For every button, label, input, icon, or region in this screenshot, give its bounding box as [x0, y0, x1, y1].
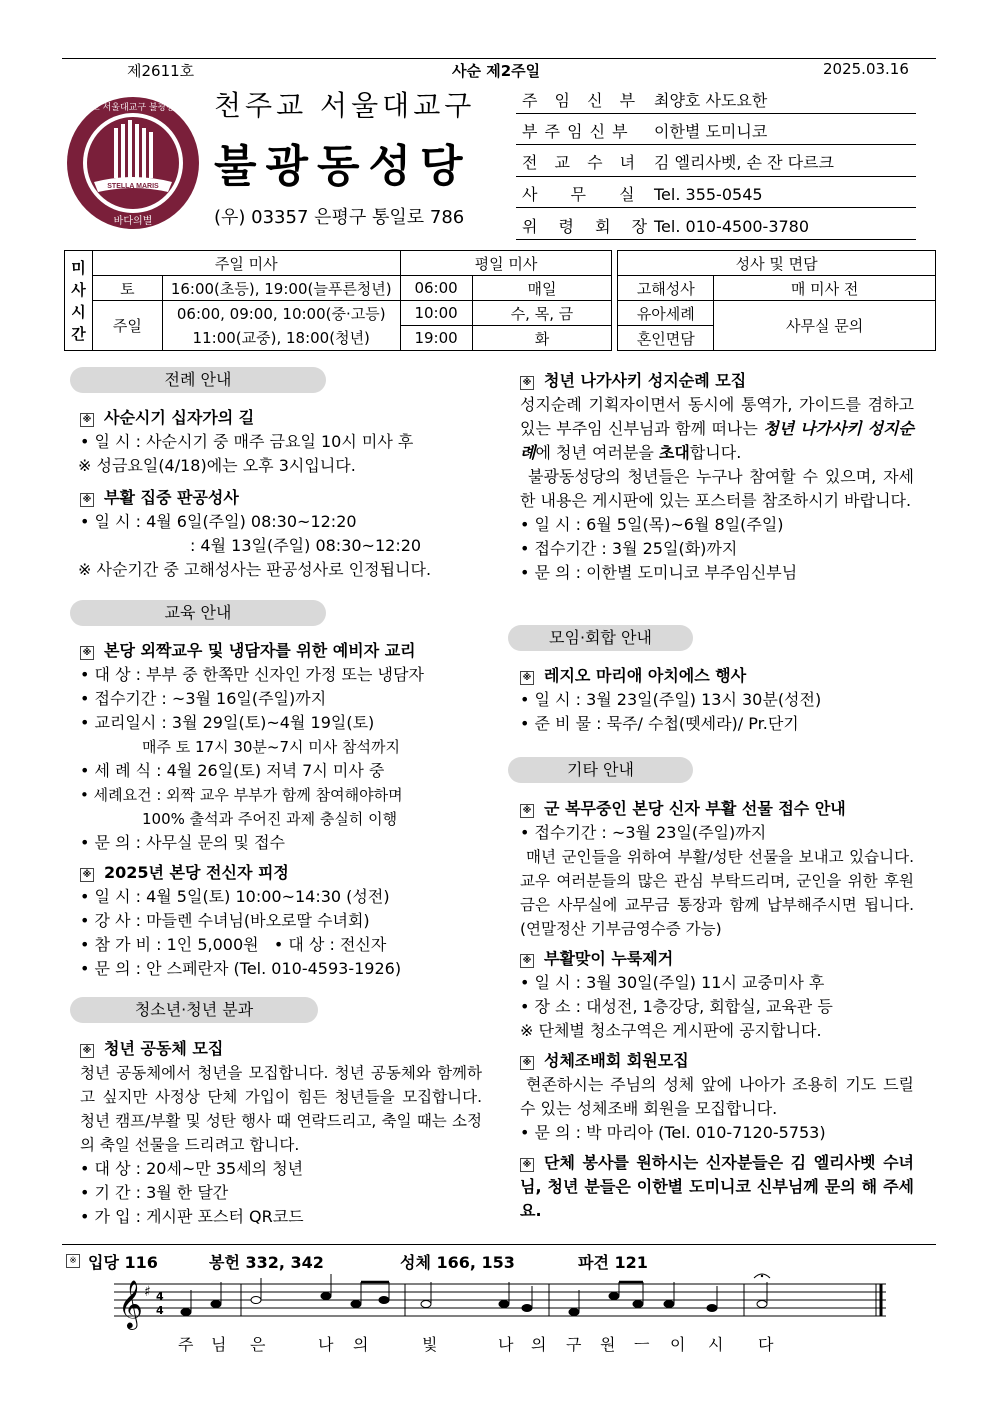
weekday-mass-header: 평일 미사 [400, 251, 612, 276]
section-pill-meeting: 모임·회합 안내 [508, 625, 693, 651]
notice-line: • 문 의 : 박 마리아 (Tel. 010-7120-5753) [520, 1123, 826, 1142]
notice-line: ※ 성금요일(4/18)에는 오후 3시입니다. [78, 456, 356, 475]
staff-divider [516, 239, 916, 240]
footer-rule [62, 1244, 936, 1245]
staff-row [522, 214, 809, 237]
notice-line: • 문 의 : 안 스페란자 (Tel. 010-4593-1926) [80, 959, 402, 978]
notice-line: • 준 비 물 : 묵주/ 수첩(뗏세라)/ Pr.단기 [520, 714, 799, 733]
lyric-syllable: 님 [211, 1335, 227, 1354]
sacrament-name: 혼인면담 [618, 326, 714, 351]
logo-top-text: 천주교 서울대교구 불광동성당 [73, 103, 193, 113]
sacrament-name: 고해성사 [618, 276, 714, 301]
notice-line: • 가 입 : 게시판 포스터 QR코드 [80, 1207, 304, 1226]
sunday-mass-header: 주일 미사 [92, 251, 400, 276]
staff-label: 전 교 수 녀 [522, 153, 642, 172]
sacrament-header: 성사 및 면담 [618, 251, 936, 276]
bullet-box-icon: ※ [520, 1158, 534, 1172]
staff-label: 사 무 실 [522, 185, 649, 204]
notice-line: • 대 상 : 20세~만 35세의 청년 [80, 1159, 304, 1178]
notice-line: • 세 례 식 : 4월 26일(토) 저녁 7시 미사 중 [80, 761, 385, 780]
notice-line: 100% 출석과 주어진 과제 충실히 이행 [80, 810, 398, 828]
notice-paragraph: 불광동성당의 청년들은 누구나 참여할 수 있으며, 자세한 내용은 게시판에 있는 포스터를 참조하시기 바랍니다. [520, 467, 914, 510]
notice-line: • 일 시 : 4월 6일(주일) 08:30~12:20 [80, 512, 357, 531]
parish-address: (우) 03357 은평구 통일로 786 [214, 207, 465, 228]
staff-row [522, 88, 767, 111]
staff-divider [516, 113, 916, 114]
bullet-box-icon: ※ [80, 493, 94, 507]
notice-paragraph: 성지순례 기획자이면서 동시에 통역가, 가이드를 겸하고 있는 부주임 신부님과 함께 떠나는 청년 나가사키 성지순례에 청년 여러분을 초대합니다. [520, 395, 914, 462]
liturgical-week: 사순 제2주일 [452, 62, 541, 80]
weekday-days: 매일 [472, 276, 612, 301]
music-staff-icon [104, 1272, 890, 1332]
notice-line: ※ 단체별 청소구역은 게시판에 공지합니다. [520, 1021, 822, 1040]
notice-line: • 일 시 : 4월 5일(토) 10:00~14:30 (성전) [80, 887, 390, 906]
notice-heading: ※ 성체조배회 회원모집 [520, 1049, 914, 1073]
notice-paragraph: 청년 공동체에서 청년을 모집합니다. 청년 공동체와 함께하고 싶지만 사정상 단체 가입이 힘든 청년들을 모집합니다. 청년 캠프/부활 및 성탄 행사 때 연락드리고, 축일 때는 소정의 축일 선물을 드리려고 합니다. [80, 1064, 482, 1154]
lyric-syllable: 의 [353, 1335, 369, 1354]
notice-heading: ※ 2025년 본당 전신자 피정 [80, 861, 485, 885]
weekday-time: 10:00 [400, 301, 472, 326]
staff-row [522, 119, 767, 142]
notice-line: • 강 사 : 마들렌 수녀님(바오로딸 수녀회) [80, 911, 370, 930]
bullet-box-icon: ※ [520, 1056, 534, 1070]
notice-heading: ※ 군 복무중인 본당 신자 부활 선물 접수 안내 [520, 797, 914, 821]
bullet-box-icon: ※ [520, 671, 534, 685]
notice-heading: ※ 부활 집중 판공성사 [80, 486, 485, 510]
left-youth-block [80, 1037, 482, 1229]
notice-line: • 기 간 : 3월 한 달간 [80, 1183, 229, 1202]
weekday-time: 06:00 [400, 276, 472, 301]
staff-value: 김 엘리사벳, 손 잔 다르크 [654, 153, 834, 172]
notice-line: • 문 의 : 사무실 문의 및 접수 [80, 833, 285, 852]
weekday-days: 수, 목, 금 [472, 301, 612, 326]
notice-heading: ※ 레지오 마리애 아치에스 행사 [520, 664, 914, 688]
notice-line: • 일 시 : 사순시기 중 매주 금요일 10시 미사 후 [80, 432, 414, 451]
staff-value: Tel. 355-0545 [654, 185, 763, 204]
notice-line: ※ 사순기간 중 고해성사는 판공성사로 인정됩니다. [78, 560, 432, 579]
bullet-box-icon: ※ [80, 868, 94, 882]
notice-line: • 교리일시 : 3월 29일(토)~4월 19일(토) [80, 713, 375, 732]
sacrament-value: 사무실 문의 [714, 301, 936, 351]
staff-row [522, 150, 834, 173]
lyric-syllable: 주 [178, 1335, 194, 1354]
staff-divider [516, 176, 916, 177]
logo-bottom-text: 바다의별 [113, 216, 153, 227]
bullet-box-icon: ※ [80, 646, 94, 660]
notice-heading: ※ 본당 외짝교우 및 냉담자를 위한 예비자 교리 [80, 639, 485, 663]
header-rule [62, 58, 936, 59]
staff-value: 이한별 도미니코 [654, 122, 768, 141]
staff-value: 최양호 사도요한 [654, 91, 768, 110]
lyric-syllable: 구 [566, 1335, 582, 1354]
lyric-syllable: 나 [318, 1335, 334, 1354]
sunday-label: 주일 [92, 301, 162, 351]
svg-text:♯: ♯ [144, 1284, 151, 1300]
notice-heading: ※ 청년 나가사키 성지순례 모집 [520, 369, 914, 393]
mass-side-label: 미 사 시 간 [65, 251, 93, 351]
staff-divider [516, 207, 916, 208]
lyric-syllable: 의 [531, 1335, 547, 1354]
staff-row [522, 182, 763, 205]
weekday-time: 19:00 [400, 326, 472, 351]
issue-number: 제2611호 [127, 62, 195, 80]
lyric-syllable: 다 [758, 1335, 774, 1354]
svg-text:4: 4 [156, 1304, 164, 1317]
bullet-box-icon: ※ [520, 954, 534, 968]
notice-line: • 문 의 : 이한별 도미니코 부주임신부님 [520, 563, 798, 582]
parish-name: 불광동성당 [214, 141, 472, 192]
section-pill-liturgy: 전례 안내 [70, 367, 326, 393]
weekday-days: 화 [472, 326, 612, 351]
mass-schedule-table [64, 250, 936, 351]
sunday-times: 06:00, 09:00, 10:00(중·고등) 11:00(교중), 18:00(청년) [162, 301, 400, 351]
notice-line: • 일 시 : 6월 5일(목)~6월 8일(주일) [520, 515, 784, 534]
notice-line: • 일 시 : 3월 30일(주일) 11시 교중미사 후 [520, 973, 825, 992]
notice-paragraph: 현존하시는 주님의 성체 앞에 나아가 조용히 기도 드릴 수 있는 성체조배 회원을 모집합니다. [520, 1075, 914, 1118]
saturday-label: 토 [92, 276, 162, 301]
parish-logo-icon [64, 94, 202, 232]
notice-line: 매주 토 17시 30분~7시 미사 참석까지 [80, 738, 400, 756]
bullet-box-icon: ※ [520, 804, 534, 818]
left-liturgy-block [80, 406, 485, 582]
right-meeting-block [520, 664, 914, 736]
sacrament-value: 매 미사 전 [714, 276, 936, 301]
closing-notice: ※ 단체 봉사를 원하시는 신자분들은 김 엘리사벳 수녀님, 청년 분들은 이한별 도미니코 신부님께 문의 해 주세요. [520, 1153, 914, 1220]
logo-ribbon-text: STELLA MARIS [107, 183, 159, 190]
lyric-syllable: 시 [708, 1335, 724, 1354]
staff-label: 위 령 회 장 [522, 217, 656, 236]
notice-heading: ※ 부활맞이 누룩제거 [520, 947, 914, 971]
section-pill-youth: 청소년·청년 분과 [70, 997, 318, 1023]
hymn-offertory: 봉헌 332, 342 [209, 1253, 324, 1272]
notice-line: • 접수기간 : ~3월 23일(주일)까지 [520, 823, 767, 842]
section-pill-etc: 기타 안내 [508, 757, 693, 783]
hymn-entrance: 입당 116 [88, 1253, 158, 1272]
notice-line: • 접수기간 : 3월 25일(화)까지 [520, 539, 738, 558]
lyric-syllable: 이 [670, 1335, 686, 1354]
staff-label: 주 임 신 부 [522, 91, 642, 110]
notice-line: • 대 상 : 부부 중 한쪽만 신자인 가정 또는 냉담자 [80, 665, 424, 684]
hymn-communion: 성체 166, 153 [400, 1253, 515, 1272]
notice-line: : 4월 13일(주일) 08:30~12:20 [134, 536, 422, 555]
staff-label: 부 주 임 신 부 [522, 122, 629, 141]
notice-line: • 세례요건 : 외짝 교우 부부가 함께 참여해야하며 [80, 786, 403, 804]
notice-line: • 접수기간 : ~3월 16일(주일)까지 [80, 689, 327, 708]
bullet-box-icon: ※ [80, 413, 94, 427]
staff-divider [516, 144, 916, 145]
bullet-box-icon: ※ [80, 1044, 94, 1058]
lyric-syllable: 원 [600, 1335, 616, 1354]
diocese-name: 천주교 서울대교구 [214, 89, 476, 122]
section-pill-education: 교육 안내 [70, 600, 326, 626]
hymn-dismissal: 파견 121 [578, 1253, 648, 1272]
right-etc-block [520, 797, 914, 1223]
notice-heading: ※ 사순시기 십자가의 길 [80, 406, 485, 430]
lyric-syllable: ㅡ [634, 1335, 650, 1354]
notice-line: • 참 가 비 : 1인 5,000원 • 대 상 : 전신자 [80, 935, 387, 954]
issue-date: 2025.03.16 [823, 60, 909, 78]
saturday-times: 16:00(초등), 19:00(늘푸른청년) [162, 276, 400, 301]
lyric-syllable: 은 [250, 1335, 266, 1354]
lyric-syllable: 나 [498, 1335, 514, 1354]
notice-line: • 일 시 : 3월 23일(주일) 13시 30분(성전) [520, 690, 822, 709]
left-education-block [80, 639, 485, 981]
notice-heading: ※ 청년 공동체 모집 [80, 1037, 482, 1061]
staff-value: Tel. 010-4500-3780 [654, 217, 810, 236]
right-pilgrimage-block [520, 369, 914, 585]
lyric-syllable: 빛 [422, 1335, 438, 1354]
sacrament-name: 유아세례 [618, 301, 714, 326]
notice-paragraph: 매년 군인들을 위하여 부활/성탄 선물을 보내고 있습니다. 교우 여러분들의 많은 관심 부탁드리며, 군인을 위한 후원금은 사무실에 교무금 통장과 함께 납부해주시면 됩니다.(연말정산 기부금영수증 가능) [520, 848, 914, 938]
bullet-box-icon: ※ [66, 1254, 80, 1268]
svg-text:𝄞: 𝄞 [118, 1279, 143, 1328]
notice-line: • 장 소 : 대성전, 1층강당, 회합실, 교육관 등 [520, 997, 833, 1016]
bullet-box-icon: ※ [520, 376, 534, 390]
svg-text:4: 4 [156, 1290, 164, 1303]
